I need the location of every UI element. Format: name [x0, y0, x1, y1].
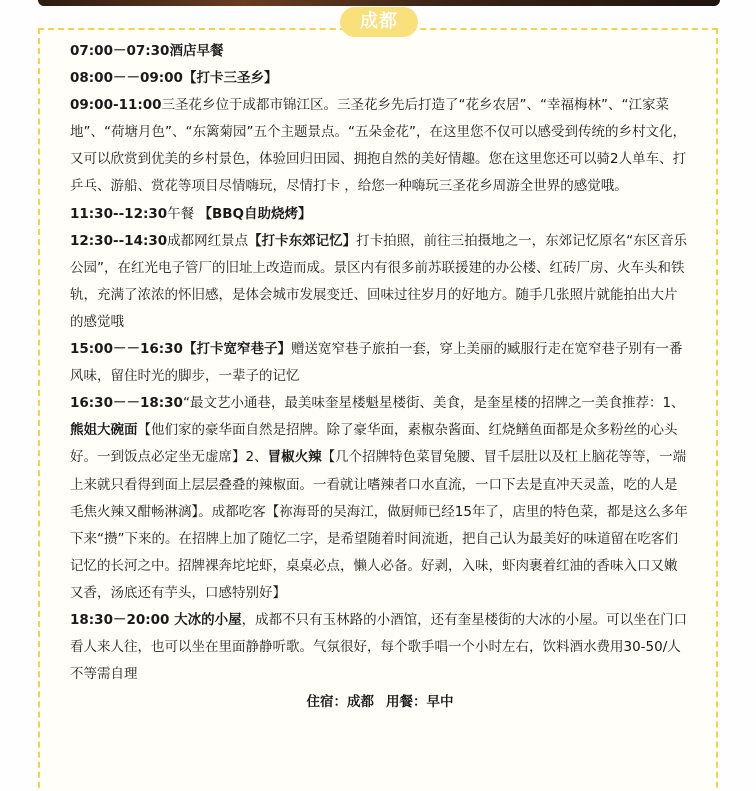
item-sanshengxiang	[70, 92, 690, 200]
item-text: ，成都不只有玉林路的小酒馆，还有奎星楼街的大冰的小屋。可以坐在门口看人来人往，也可以坐在里面静静听歌。气氛很好，每个歌手唱一个小时左右，饮料酒水费用30-50/人不等需自理	[70, 611, 688, 683]
item-breakfast	[70, 38, 690, 65]
item-text: 【他们家的豪华面自然是招牌。除了豪华面，素椒杂酱面、红烧鳝鱼面都是众多粉丝的心头好。一到饭点必定坐无虚席】2、	[70, 422, 678, 466]
item-time: 15:00－－16:30	[70, 341, 183, 358]
meal-info: 用餐：早中	[386, 694, 454, 711]
top-photo-edge	[38, 0, 720, 6]
item-text: 打卡拍照，前往三拍摄地之一，东郊记忆原名“东区音乐公园”，在红光电子管厂的旧址上改造而成。景区内有很多前苏联援建的办公楼、红砖厂房、火车头和铁轨，充满了浓浓的怀旧感，是体会城市发展变迁、回味过往岁月的好地方。随手几张照片就能拍出大片的感觉哦	[70, 232, 688, 330]
item-text: 酒店早餐	[169, 43, 224, 59]
stay-info: 住宿：成都	[306, 694, 374, 711]
itinerary-content	[70, 38, 690, 716]
item-sanshengxiang-checkin	[70, 65, 690, 92]
item-time: 12:30--14:30	[70, 232, 168, 249]
item-highlight: 熊姐大碗面	[70, 422, 138, 439]
item-text: 【打卡三圣乡】	[182, 70, 278, 87]
item-time: 08:00－－09:00	[70, 70, 183, 87]
item-kuanzhai-alley	[70, 336, 690, 390]
item-highlight: 【打卡东郊记忆】	[248, 232, 357, 249]
item-text-prefix: “最文艺小通巷，最美味奎星楼魁星楼街、美食，是奎星楼的招牌之一美食推荐：1、	[182, 395, 685, 412]
item-lunch-bbq	[70, 201, 690, 228]
item-text: 三圣花乡位于成都市锦江区。三圣花乡先后打造了“花乡农居”、“幸福梅林”、“江家菜地”、“荷塘月色”、“东篱菊园”五个主题景点。“五朵金花”，在这里您不仅可以感受到传统的乡村文化，又可以欣赏到优美的乡村景色，体验回归田园、拥抱自然的美好情趣。您在这里您还可以骑2人单车、打乒乓、游船、赏花等项目尽情嗨玩，尽情打卡 ，给您一种嗨玩三圣花乡周游全世界的感觉哦。	[70, 97, 687, 195]
item-time: 18:30－20:00	[70, 611, 170, 628]
stay-meal-footer	[70, 689, 690, 716]
item-dongjiao-memory	[70, 228, 690, 336]
item-highlight-2: 冒椒火辣	[267, 449, 322, 466]
item-text-2: 【几个招牌特色菜冒兔腰、冒千层肚以及杠上脑花等等，一端上来就只看得到面上层层叠叠的辣椒面。一看就让嗜辣者口水直流，一口下去是直冲天灵盖，吃的人是毛焦火辣又酣畅淋漓】。成都吃客【祢海哥的吴海江，做厨师已经15年了，店里的特色菜，都是这么多年下来“攒”下来的。在招牌上加了随忆二字，是希望随着时间流逝，把自己认为最美好的味道留在吃客们记忆的长河之中。招牌裸奔坨坨虾，桌桌必点，懒人必备。好剥，入味，虾肉裹着红油的香味入口又嫩又香，汤底还有芋头，口感特别好】	[70, 449, 688, 601]
item-time: 16:30－－18:30	[70, 395, 183, 412]
item-dabing-house	[70, 607, 690, 688]
item-highlight: 【打卡宽窄巷子】	[182, 341, 291, 358]
city-badge: 成都	[340, 7, 418, 37]
item-highlight: 【BBQ自助烧烤】	[198, 205, 312, 222]
item-time: 11:30--12:30	[70, 205, 168, 222]
item-time: 09:00-11:00	[70, 97, 162, 114]
item-food-street	[70, 390, 690, 607]
item-time: 07:00－07:30	[70, 43, 170, 59]
item-text: 午餐	[167, 205, 199, 222]
item-text: 赠送宽窄巷子旅拍一套，穿上美丽的臧服行走在宽窄巷子别有一番风味，留住时光的脚步，一辈子的记忆	[70, 341, 683, 385]
item-highlight: 大冰的小屋	[169, 611, 242, 628]
item-text-prefix: 成都网红景点	[167, 232, 249, 249]
